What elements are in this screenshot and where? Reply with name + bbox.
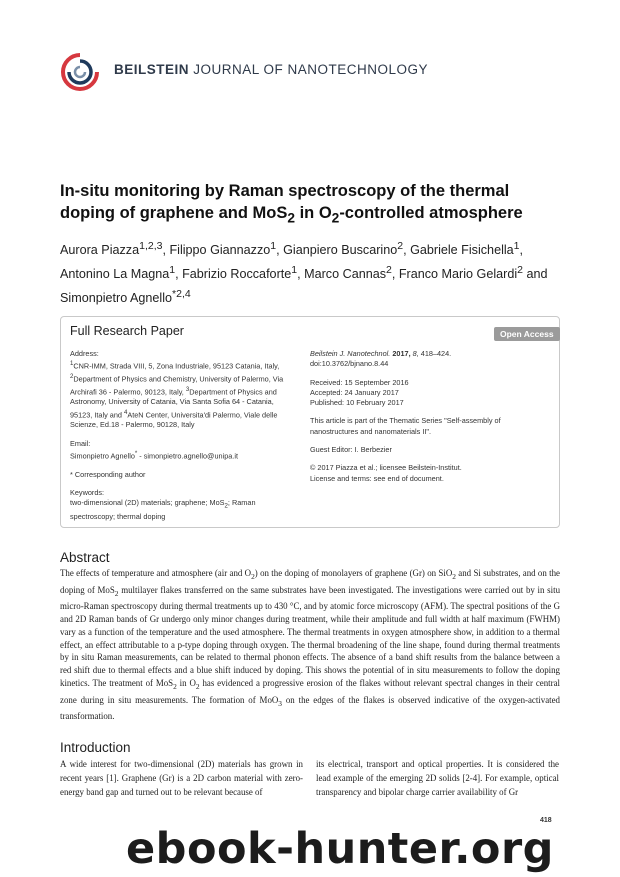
abstract-heading: Abstract <box>60 550 110 565</box>
introduction-heading: Introduction <box>60 740 131 755</box>
address-label: Address: <box>70 349 99 358</box>
info-left-column <box>70 349 285 522</box>
introduction-left-column: A wide interest for two-dimensional (2D) materials has grown in recent years [1]. Graphene (Gr) is a 2D carbon material with zero-energy band gap and turned out to be relevant because of <box>60 759 303 797</box>
info-right-column <box>310 349 550 484</box>
copyright: © 2017 Piazza et al.; licensee Beilstein-Institut. <box>310 463 462 473</box>
thematic-series: This article is part of the Thematic Series "Self-assembly of nanostructures and nanomaterials II". <box>310 416 501 436</box>
page-number: 418 <box>540 817 552 824</box>
keywords-text: two-dimensional (2D) materials; graphene; MoS$_2$; Raman spectroscopy; thermal doping <box>70 498 256 522</box>
email-text[interactable]: Simonpietro Agnello* - simonpietro.agnello@unipa.it <box>70 450 238 461</box>
abstract-body: The effects of temperature and atmosphere (air and $O_2$) on the doping of monolayers of graphene (Gr) on SiO$_2$ and Si substrates, and on the doping of MoS$_2$ multilayer flakes transferred on the same substrates have been investigated. The investigations were carried out by in situ micro-Raman spectroscopy during thermal treatments up to 430 °C, and by atomic force microscopy (AFM). The spectral positions of the G and 2D Raman bands of Gr undergo only minor changes during treatment, while their amplitude and full width at half maximum (FWHM) vary as a function of the temperature and the used atmosphere. The thermal treatments in oxygen atmosphere show, in addition to a thermal effect, an effect attributable to a p-type doping through oxygen. The thermal broadening of the line shape, found during thermal treatments by in situ Raman measurements, can be related to thermal phonon effects. The absence of a band shift results from the balance between a red shift due to thermal effects and a blue shift induced by doping. This shows the potential of in situ measurements to follow the doping kinetics. The treatment of MoS$_2$ in $O_2$ has evidenced a progressive erosion of the flakes without relevant spectral changes in their central zone during in situ measurements. The formation of MoO$_3$ on the edges of the flakes is observed indicative of the oxygen-activated transformation. <box>60 568 561 722</box>
received-date: Received: 15 September 2016 <box>310 377 409 387</box>
article-title: In-situ monitoring by Raman spectroscopy of the thermal doping of graphene and MoS$_2$ in $O_2$-controlled atmosphere <box>60 182 523 226</box>
accepted-date: Accepted: 24 January 2017 <box>310 387 399 397</box>
author-list: Aurora Piazza$^{1,2,3}$, Filippo Giannazzo$^1$, Gianpiero Buscarino$^2$, Gabriele Fisichella$^1$, Antonino La Magna$^1$, Fabrizio Roccaforte$^1$, Marco Cannas$^2$, Franco Mario Gelardi$^2$ and Simonpietro Agnello$^{*2,4}$ <box>60 240 548 306</box>
article-type: Full Research Paper <box>70 324 184 338</box>
email-label: Email: <box>70 438 91 448</box>
guest-editor: Guest Editor: I. Berbezier <box>310 445 392 455</box>
address-text: $^1$CNR-IMM, Strada VIII, 5, Zona Industriale, 95123 Catania, Italy, $^2$Department of Physics and Chemistry, University of Palermo, Via Archirafi 36 - Palermo, 90123, Italy, $^3$Department of Physics and Astronomy, University of Catania, Via Santa Sofia 64 - Catania, 95123, Italy and $^4$AteN Center, Universita'di Palermo, Viale delle Scienze, Ed.18 - Palermo, 90128, Italy <box>70 360 284 430</box>
keywords-label: Keywords: <box>70 488 105 498</box>
open-access-badge: Open Access <box>494 327 560 341</box>
corresponding-note: * Corresponding author <box>70 469 146 479</box>
license: License and terms: see end of document. <box>310 473 444 483</box>
doi-link[interactable]: doi:10.3762/bjnano.8.44 <box>310 359 389 369</box>
journal-name: BEILSTEIN JOURNAL OF NANOTECHNOLOGY <box>114 62 429 77</box>
watermark: ebook-hunter.org <box>126 824 554 874</box>
published-date: Published: 10 February 2017 <box>310 398 404 408</box>
beilstein-logo-icon <box>60 52 100 92</box>
citation: Beilstein J. Nanotechnol. 2017, 8, 418–424. <box>310 349 452 358</box>
introduction-right-column: its electrical, transport and optical properties. It is considered the lead example of the emerging 2D solids [2-4]. For example, optical transparency and bipolar charge carrier availability of Gr <box>316 759 559 797</box>
